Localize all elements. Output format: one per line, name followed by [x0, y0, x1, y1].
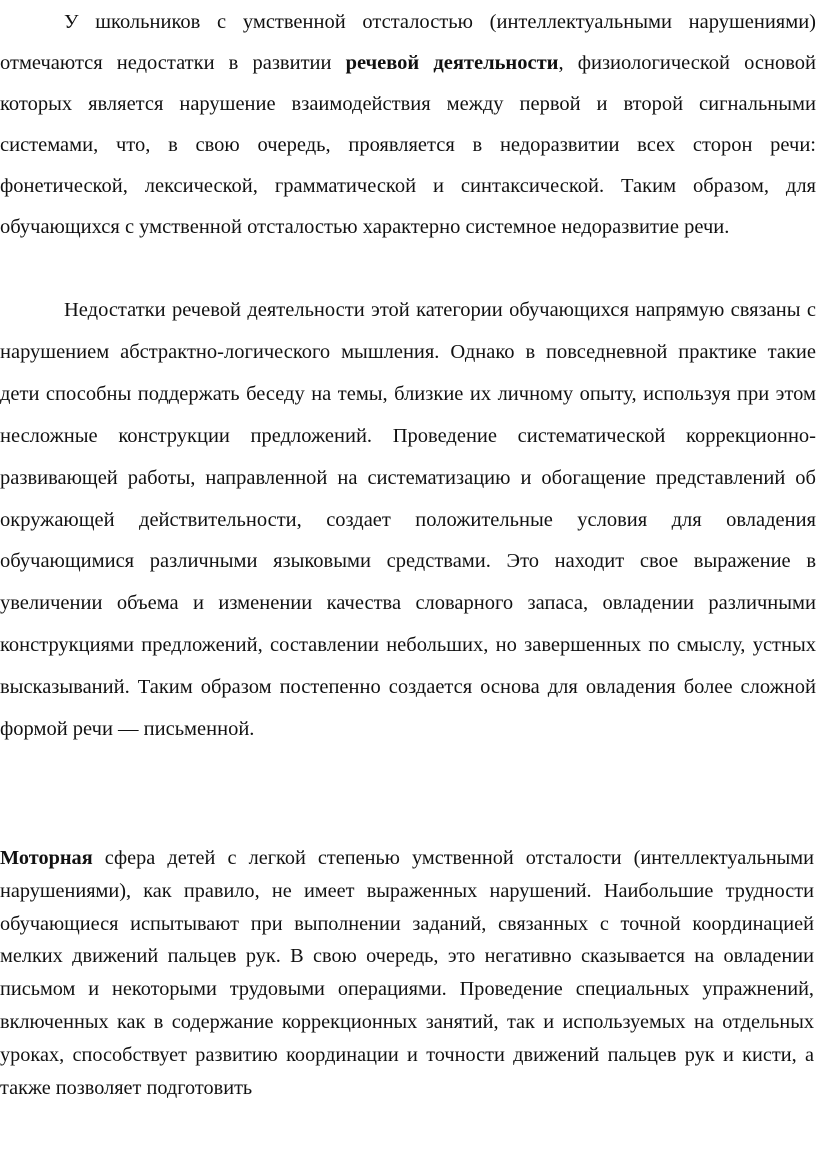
- paragraph-text-end: , физиологической основой которых является нарушение взаимодействия между первой и второй сигнальными системами, что, в свою очередь, проявляется в недоразвитии всех сторон речи: фонетической, лексической, грамматической и синтаксической. Таким образом, для обучающихся с умственной отсталостью характерно системное недоразвитие речи.: [0, 52, 816, 238]
- paragraph-motor-sphere: [0, 842, 814, 1104]
- bold-term-motor: Моторная: [0, 847, 93, 869]
- paragraph-speech-deficits: [0, 290, 816, 751]
- paragraph-speech-activity: [0, 2, 816, 248]
- paragraph-text: сфера детей с легкой степенью умственной отсталости (интеллектуальными нарушениями), как правило, не имеет выраженных нарушений. Наибольшие трудности обучающиеся испытывают при выполнении заданий, связанных с точной координацией мелких движений пальцев рук. В свою очередь, это негативно сказывается на овладении письмом и некоторыми трудовыми операциями. Проведение специальных упражнений, включенных как в содержание коррекционных занятий, так и используемых на отдельных уроках, способствует развитию координации и точности движений пальцев рук и кисти, а также позволяет подготовить: [0, 847, 814, 1099]
- paragraph-text: Недостатки речевой деятельности этой категории обучающихся напрямую связаны с нарушением абстрактно-логического мышления. Однако в повседневной практике такие дети способны поддержать беседу на темы, близкие их личному опыту, используя при этом несложные конструкции предложений. Проведение систематической коррекционно-развивающей работы, направленной на систематизацию и обогащение представлений об окружающей действительности, создает положительные условия для овладения обучающимися различными языковыми средствами. Это находит свое выражение в увеличении объема и изменении качества словарного запаса, овладении различными конструкциями предложений, составлении небольших, но завершенных по смыслу, устных высказываний. Таким образом постепенно создается основа для овладения более сложной формой речи — письменной.: [0, 299, 816, 741]
- paragraph-text-start: У школьников с умственной отсталостью (интеллектуальными нарушениями) отмечаются недостатки в развитии: [0, 11, 816, 74]
- bold-term-speech-activity: речевой деятельности: [345, 52, 559, 74]
